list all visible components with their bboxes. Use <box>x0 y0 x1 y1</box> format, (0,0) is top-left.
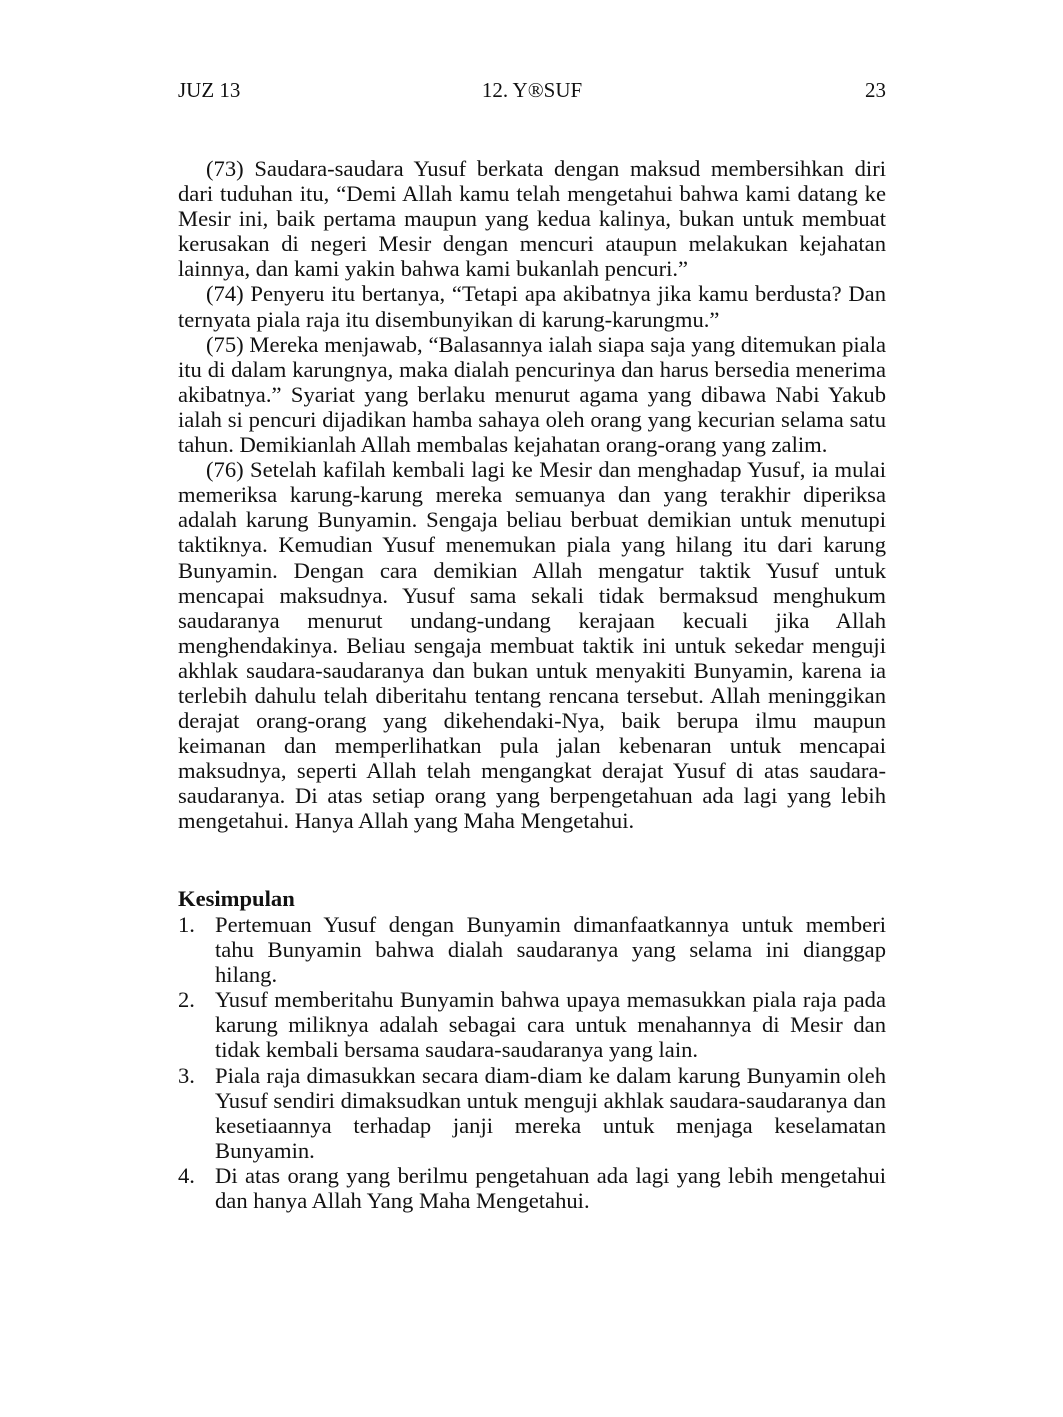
paragraph-verse-75: (75) Mereka menjawab, “Balasannya ialah siapa saja yang ditemukan piala itu di dalam karungnya, maka dialah pencurinya dan harus bersedia menerima akibatnya.” Syariat yang berlaku menurut agama yang dibawa Nabi Yakub ialah si pencuri dijadikan hamba sahaya oleh orang yang kecurian selama satu tahun. Demikianlah Allah membalas kejahatan orang-orang yang zalim. <box>178 331 886 458</box>
list-item-text: Yusuf memberitahu Bunyamin bahwa upaya memasukkan piala raja pada karung miliknya adalah sebagai cara untuk menahannya di Mesir dan tidak kembali bersama saudara-saudaranya yang lain. <box>215 987 886 1063</box>
list-item-text: Piala raja dimasukkan secara diam-diam ke dalam karung Bunyamin oleh Yusuf sendiri dimaksudkan untuk menguji akhlak saudara-saudaranya dan kesetiaannya terhadap janji mereka untuk menjaga keselamatan Bunyamin. <box>215 1062 886 1163</box>
juz-label: JUZ 13 <box>178 78 241 102</box>
page-number: 23 <box>865 78 886 102</box>
list-item-text: Pertemuan Yusuf dengan Bunyamin dimanfaatkannya untuk memberi tahu Bunyamin bahwa dialah saudaranya yang selama ini dianggap hilang. <box>215 912 886 988</box>
list-item-number: 2. <box>178 987 195 1013</box>
paragraph-verse-76: (76) Setelah kafilah kembali lagi ke Mesir dan menghadap Yusuf, ia mulai memeriksa karung-karung mereka semuanya dan yang terakhir diperiksa adalah karung Bunyamin. Sengaja beliau berbuat demikian untuk menutupi taktiknya. Kemudian Yusuf menemukan piala yang hilang itu dari karung Bunyamin. Dengan cara demikian Allah mengatur taktik Yusuf untuk mencapai maksudnya. Yusuf sama sekali tidak bermaksud menghukum saudaranya menurut undang-undang kerajaan kecuali jika Allah menghendakinya. Beliau sengaja membuat taktik ini untuk sekedar menguji akhlak saudara-saudaranya dan bukan untuk menyakiti Bunyamin, karena ia terlebih dahulu telah diberitahu tentang rencana tersebut. Allah meninggikan derajat orang-orang yang dikehendaki-Nya, baik berupa ilmu maupun keimanan dan memperlihatkan pula jalan kebenaran untuk mencapai maksudnya, seperti Allah telah mengangkat derajat Yusuf di atas saudara-saudaranya. Di atas setiap orang yang berpengetahuan ada lagi yang lebih mengetahui. Hanya Allah yang Maha Mengetahui. <box>178 457 886 834</box>
running-header <box>178 76 886 104</box>
paragraph-verse-73: (73) Saudara-saudara Yusuf berkata dengan maksud membersihkan diri dari tuduhan itu, “Demi Allah kamu telah mengetahui bahwa kami datang ke Mesir ini, baik pertama maupun yang kedua kalinya, bukan untuk membuat kerusakan di negeri Mesir dengan mencuri ataupun melakukan kejahatan lainnya, dan kami yakin bahwa kami bukanlah pencuri.” <box>178 156 886 282</box>
list-item <box>178 987 886 1062</box>
list-item-text: Di atas orang yang berilmu pengetahuan ada lagi yang lebih mengetahui dan hanya Allah Yang Maha Mengetahui. <box>215 1162 886 1214</box>
list-item <box>178 1063 886 1163</box>
list-item-number: 4. <box>178 1162 195 1188</box>
conclusion-heading: Kesimpulan <box>178 886 295 911</box>
conclusion-list <box>178 912 886 1213</box>
surah-title: 12. Y®SUF <box>481 78 583 102</box>
list-item-number: 1. <box>178 912 195 937</box>
list-item-number: 3. <box>178 1062 195 1088</box>
list-item <box>178 912 886 987</box>
list-item <box>178 1163 886 1213</box>
commentary-body <box>178 156 886 834</box>
paragraph-verse-74: (74) Penyeru itu bertanya, “Tetapi apa akibatnya jika kamu berdusta? Dan ternyata piala raja itu disembunyikan di karung-karungmu.” <box>178 281 886 332</box>
